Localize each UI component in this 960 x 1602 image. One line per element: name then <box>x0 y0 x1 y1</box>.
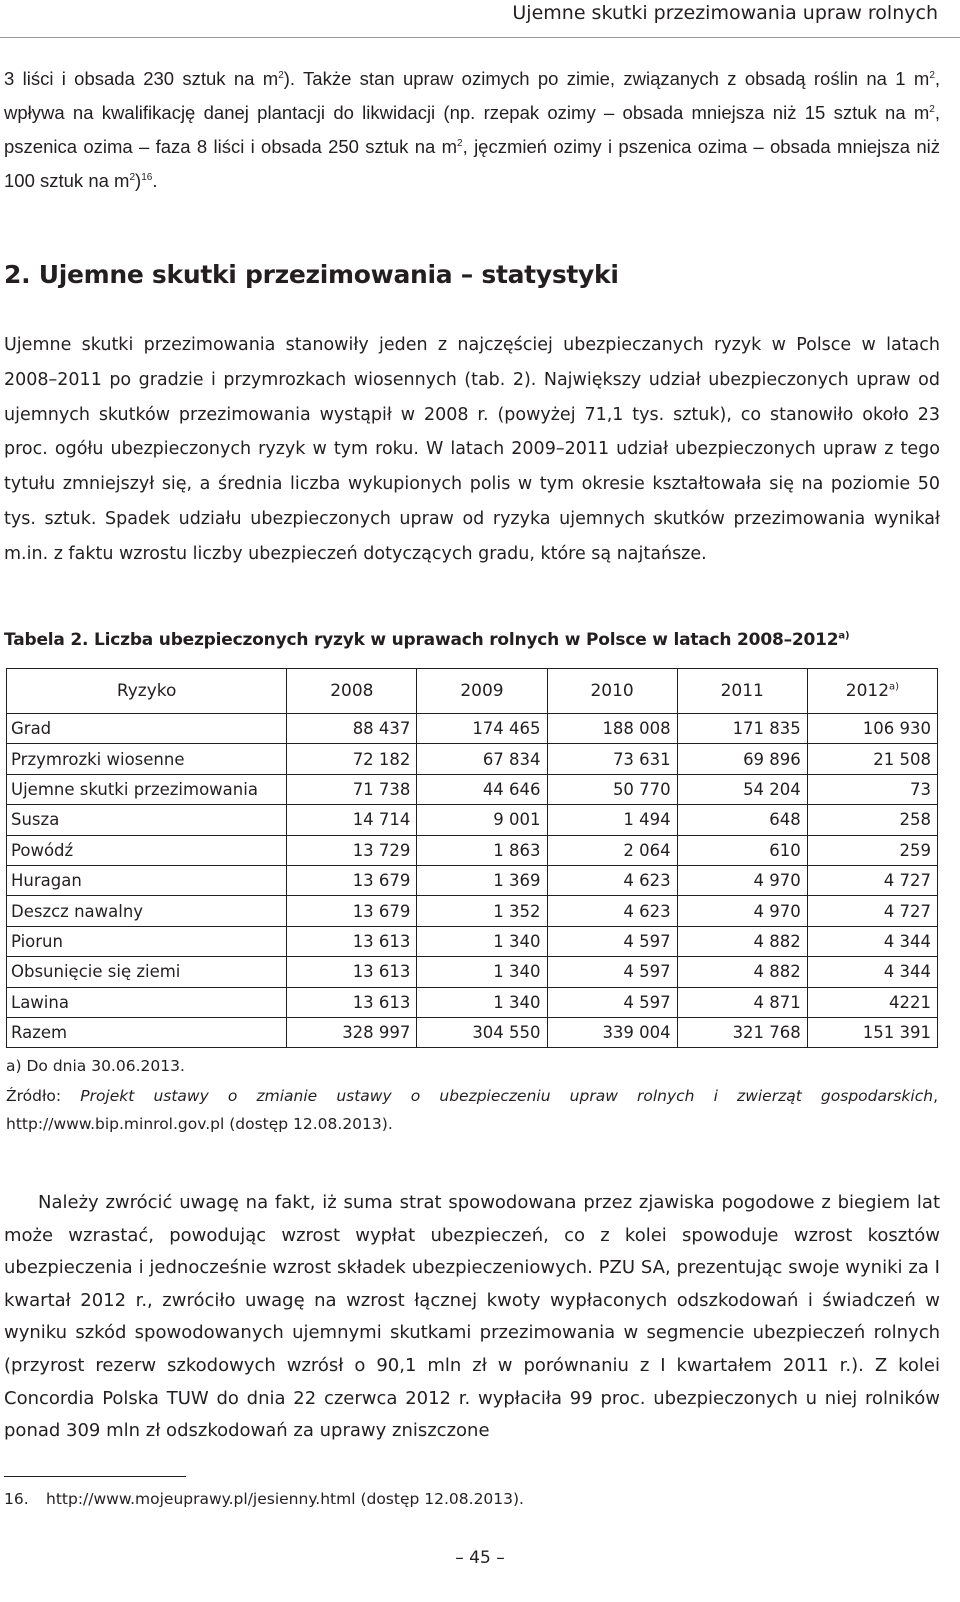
table-cell: 648 <box>677 805 807 835</box>
table-cell: 4 623 <box>547 896 677 926</box>
table-row <box>7 957 938 987</box>
table-cell: Deszcz nawalny <box>7 896 287 926</box>
column-header: 2012$^{a)}$ <box>807 669 937 714</box>
table-cell: 174 465 <box>417 714 547 744</box>
table-cell: 1 340 <box>417 926 547 956</box>
table-cell: 14 714 <box>287 805 417 835</box>
table-cell: 1 369 <box>417 865 547 895</box>
running-header: Ujemne skutki przezimowania upraw rolnych <box>512 2 938 24</box>
table-cell: Ujemne skutki przezimowania <box>7 774 287 804</box>
header-rule <box>0 37 960 38</box>
table-row <box>7 805 938 835</box>
table-cell: 304 550 <box>417 1017 547 1047</box>
table-row <box>7 896 938 926</box>
section-heading: 2. Ujemne skutki przezimowania – statystyki <box>4 260 619 289</box>
table-cell: 13 613 <box>287 987 417 1017</box>
table-cell: 4 882 <box>677 957 807 987</box>
table-cell: 4 597 <box>547 987 677 1017</box>
table-cell: 67 834 <box>417 744 547 774</box>
table-cell: 69 896 <box>677 744 807 774</box>
table-row <box>7 865 938 895</box>
table-cell: 4 970 <box>677 865 807 895</box>
footnote-rule <box>4 1476 186 1477</box>
column-header: 2010 <box>547 669 677 714</box>
table-cell: 72 182 <box>287 744 417 774</box>
table-cell: 13 613 <box>287 957 417 987</box>
table-cell: 13 679 <box>287 896 417 926</box>
table-cell: Piorun <box>7 926 287 956</box>
footnote: 16. http://www.mojeuprawy.pl/jesienny.html (dostęp 12.08.2013). <box>4 1490 524 1508</box>
section-paragraph: Ujemne skutki przezimowania stanowiły jeden z najczęściej ubezpieczanych ryzyk w Polsce w latach 2008–2011 po gradzie i przymrozkach wiosennych (tab. 2). Największy udział ubezpieczonych upraw od ujemnych skutków przezimowania wystąpił w 2008 r. (powyżej 71,1 tys. sztuk), co stanowiło około 23 proc. ogółu ubezpieczonych ryzyk w tym roku. W latach 2009–2011 udział ubezpieczonych upraw z tego tytułu zmniejszył się, a średnia liczba wykupionych polis w tym okresie kształtowała się na poziomie 50 tys. sztuk. Spadek udziału ubezpieczonych upraw od ryzyka ujemnych skutków przezimowania wynikał m.in. z faktu wzrostu liczby ubezpieczeń dotyczących gradu, które są najtańsze. <box>4 335 940 564</box>
column-header: 2008 <box>287 669 417 714</box>
table-row <box>7 714 938 744</box>
table-cell: 13 613 <box>287 926 417 956</box>
table-cell: 106 930 <box>807 714 937 744</box>
table-cell: 2 064 <box>547 835 677 865</box>
table-cell: 610 <box>677 835 807 865</box>
table-cell: Powódź <box>7 835 287 865</box>
table-cell: Przymrozki wiosenne <box>7 744 287 774</box>
table-cell: 4 727 <box>807 865 937 895</box>
table-cell: 9 001 <box>417 805 547 835</box>
table-cell: 4 871 <box>677 987 807 1017</box>
table-cell: 13 729 <box>287 835 417 865</box>
table-cell: 73 <box>807 774 937 804</box>
table-cell: 4 882 <box>677 926 807 956</box>
table-note: a) Do dnia 30.06.2013. <box>6 1057 185 1075</box>
table-cell: 1 340 <box>417 987 547 1017</box>
table-cell: 4 970 <box>677 896 807 926</box>
table-cell: 258 <box>807 805 937 835</box>
table-cell: Obsunięcie się ziemi <box>7 957 287 987</box>
table-cell: 50 770 <box>547 774 677 804</box>
table-cell: 188 008 <box>547 714 677 744</box>
table-row <box>7 744 938 774</box>
table-cell: 151 391 <box>807 1017 937 1047</box>
table-cell: Lawina <box>7 987 287 1017</box>
table-cell: 44 646 <box>417 774 547 804</box>
table-cell: Grad <box>7 714 287 744</box>
table-cell: 4 344 <box>807 926 937 956</box>
table-cell: 339 004 <box>547 1017 677 1047</box>
table-cell: 4 597 <box>547 957 677 987</box>
table-cell: 88 437 <box>287 714 417 744</box>
column-header: 2011 <box>677 669 807 714</box>
intro-paragraph: 3 liści i obsada 230 sztuk na $m^2$). Także stan upraw ozimych po zimie, związanych z obsadą roślin na 1 $m^2$, wpływa na kwalifikację danej plantacji do likwidacji (np. rzepak ozimy – obsada mniejsza niż 15 sztuk na $m^2$, pszenica ozima – faza 8 liści i obsada 250 sztuk na $m^2$, jęczmień ozimy i pszenica ozima – obsada mniejsza niż 100 sztuk na $m^2)^{16}$. <box>4 68 941 191</box>
table-cell: 13 679 <box>287 865 417 895</box>
table-cell: 1 863 <box>417 835 547 865</box>
footnote-ref: 16 <box>141 171 153 183</box>
table-cell: 259 <box>807 835 937 865</box>
table-cell: 71 738 <box>287 774 417 804</box>
table-row <box>7 835 938 865</box>
table-cell: 321 768 <box>677 1017 807 1047</box>
table-cell: 1 352 <box>417 896 547 926</box>
column-header: 2009 <box>417 669 547 714</box>
table-cell: 4221 <box>807 987 937 1017</box>
table-cell: Susza <box>7 805 287 835</box>
table-cell: 73 631 <box>547 744 677 774</box>
table-cell: Huragan <box>7 865 287 895</box>
table-cell: 1 494 <box>547 805 677 835</box>
column-header: Ryzyko <box>7 669 287 714</box>
table-cell: 4 597 <box>547 926 677 956</box>
table-row <box>7 926 938 956</box>
table-row <box>7 774 938 804</box>
table-cell: 4 344 <box>807 957 937 987</box>
table-cell: 1 340 <box>417 957 547 987</box>
table-source: Źródło: Projekt ustawy o zmianie ustawy o ubezpieczeniu upraw rolnych i zwierząt gospodarskich, http://www.bip.minrol.gov.pl (dostęp 12.08.2013). <box>6 1087 938 1133</box>
table-caption: Tabela 2. Liczba ubezpieczonych ryzyk w uprawach rolnych w Polsce w latach 2008–2012$^{a)}$ <box>4 630 850 650</box>
table-row <box>7 987 938 1017</box>
table-cell: 21 508 <box>807 744 937 774</box>
table-row-total <box>7 1017 938 1047</box>
closing-paragraph: Należy zwrócić uwagę na fakt, iż suma strat spowodowana przez zjawiska pogodowe z biegiem lat może wzrastać, powodując wzrost wypłat ubezpieczeń, co z kolei spowoduje wzrost kosztów ubezpieczenia i jednocześnie wzrost składek ubezpieczeniowych. PZU SA, prezentując swoje wyniki za I kwartał 2012 r., zwróciło uwagę na wzrost łącznej kwoty wypłaconych odszkodowań i świadczeń w wyniku szkód spowodowanych ujemnymi skutkami przezimowania w segmencie ubezpieczeń rolnych (przyrost rezerw szkodowych wzrósł o 90,1 mln zł w porównaniu z I kwartałem 2011 r.). Z kolei Concordia Polska TUW do dnia 22 czerwca 2012 r. wypłaciła 99 proc. ubezpieczonych u niej rolników ponad 309 mln zł odszkodowań za uprawy zniszczone <box>4 1192 940 1442</box>
risk-table <box>6 668 938 1048</box>
table-cell: 4 623 <box>547 865 677 895</box>
table-header-row <box>7 669 938 714</box>
table-cell: Razem <box>7 1017 287 1047</box>
page-number: – 45 – <box>455 1548 505 1568</box>
table-cell: 4 727 <box>807 896 937 926</box>
table-cell: 328 997 <box>287 1017 417 1047</box>
table-cell: 171 835 <box>677 714 807 744</box>
table-cell: 54 204 <box>677 774 807 804</box>
